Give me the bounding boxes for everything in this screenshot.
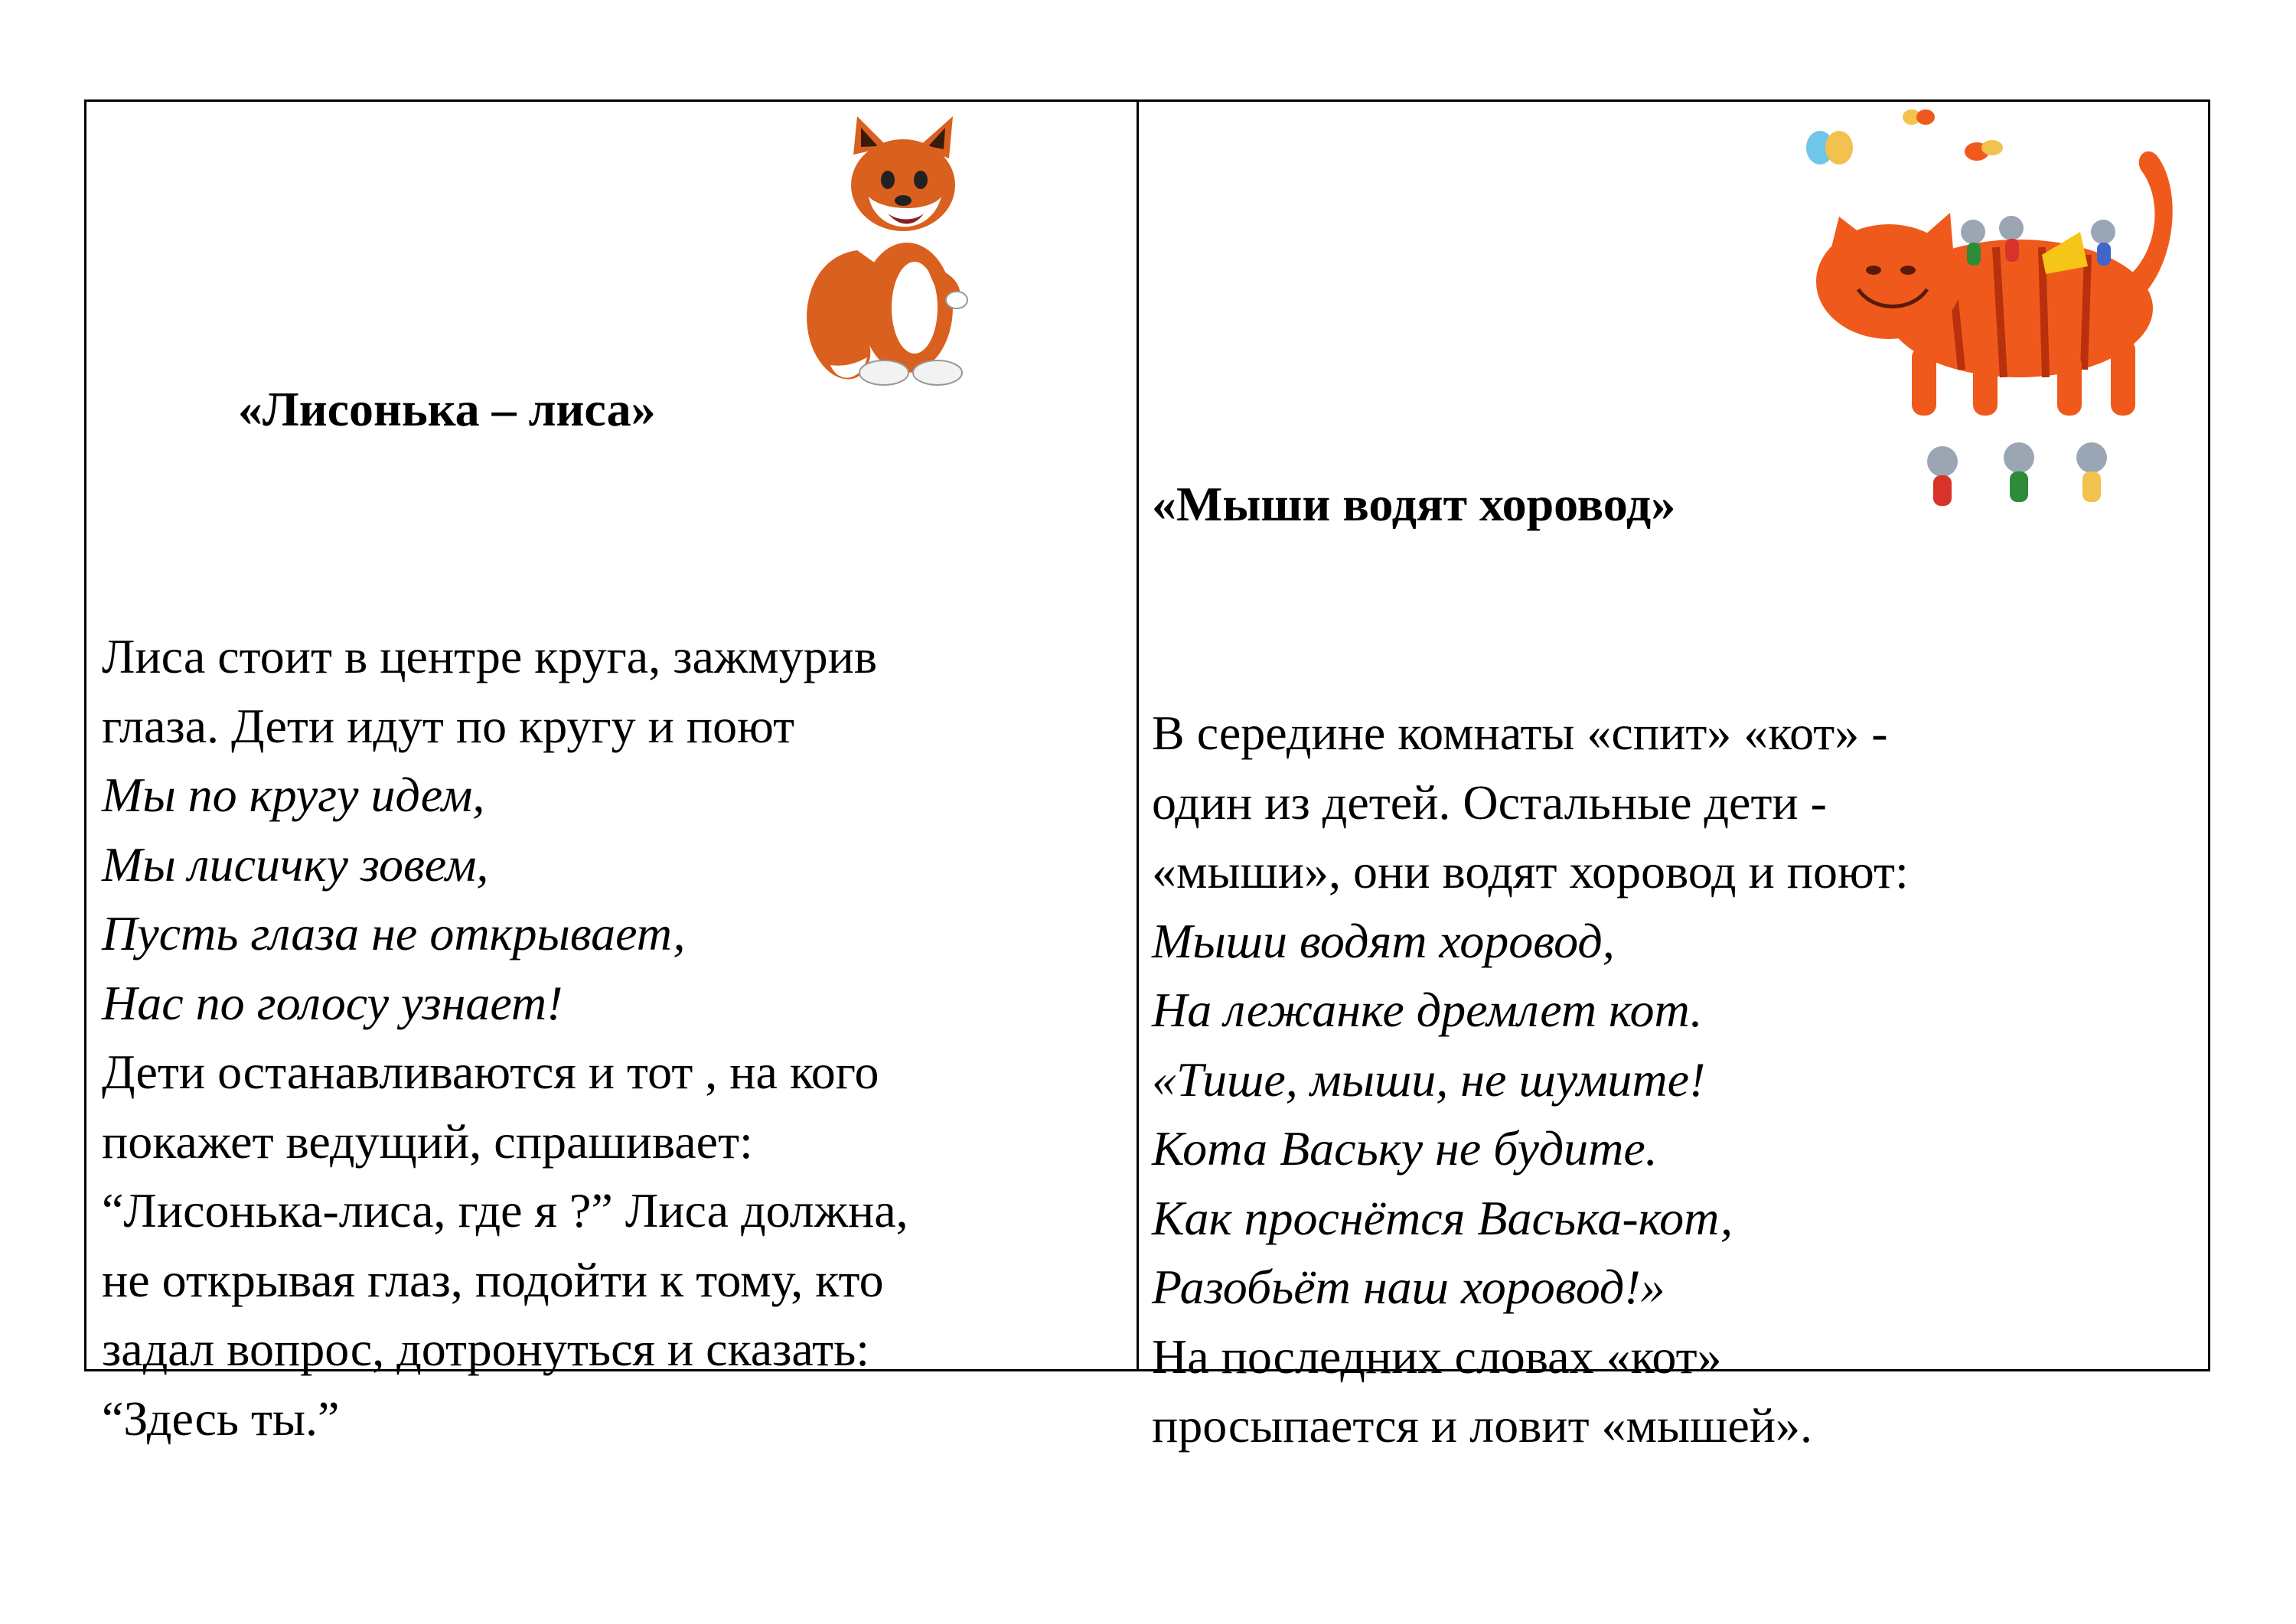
game-title: «Мыши водят хоровод» [1152, 477, 1676, 531]
text-line: В середине комнаты «спит» «кот» - [1152, 706, 1888, 760]
text-line: «мыши», они водят хоровод и поют: [1152, 844, 1909, 898]
butterfly-icon [1965, 140, 2003, 161]
games-table [84, 99, 2210, 1453]
mouse-icon [2004, 442, 2034, 502]
game-description [1152, 699, 1909, 1461]
song-line: Как проснётся Васька-кот, [1152, 1190, 1733, 1245]
text-line: Дети останавливаются и тот , на кого [102, 1045, 879, 1099]
cat-and-mice-illustration [1797, 102, 2195, 530]
song-line: На лежанке дремлет кот. [1152, 983, 1703, 1037]
text-line: “Лисонька-лиса, где я ?” Лиса должна, [102, 1183, 908, 1238]
song-line: Мы по кругу идем, [102, 768, 485, 822]
text-line: На последних словах «кот» [1152, 1329, 1722, 1384]
fox-illustration [784, 113, 1006, 403]
song-line: Пусть глаза не открывает, [102, 906, 686, 960]
text-line: один из детей. Остальные дети - [1152, 774, 1827, 830]
text-line: задал вопрос, дотронуться и сказать: [102, 1322, 870, 1376]
song-line: Кота Ваську не будите. [1152, 1121, 1658, 1176]
game-title: «Лисонька – лиса» [238, 382, 656, 436]
text-line: “Здесь ты.” [102, 1391, 340, 1446]
butterfly-icon [1903, 109, 1935, 125]
song-line: Мы лисичку зовем, [102, 836, 489, 892]
table-cell-fox-game [86, 102, 1137, 1446]
song-line: Мыши водят хоровод, [1152, 913, 1615, 968]
text-line: глаза. Дети идут по кругу и поют [102, 698, 795, 753]
text-line: покажет ведущий, спрашивает: [102, 1114, 753, 1169]
text-line: не открывая глаз, подойти к тому, кто [102, 1252, 884, 1307]
song-line: Нас по голосу узнает! [102, 975, 563, 1030]
text-line: Лиса стоит в центре круга, зажмурив [102, 629, 878, 683]
mouse-icon [1927, 446, 1958, 506]
song-line: Разобьёт наш хоровод!» [1152, 1260, 1665, 1314]
game-description [102, 622, 908, 1453]
text-line: просыпается и ловит «мышей». [1152, 1398, 1812, 1453]
mouse-icon [2076, 442, 2107, 502]
table-cell-mice-game [1139, 102, 2208, 1453]
butterfly-icon [1806, 131, 1853, 165]
song-line: «Тише, мыши, не шумите! [1152, 1052, 1706, 1107]
